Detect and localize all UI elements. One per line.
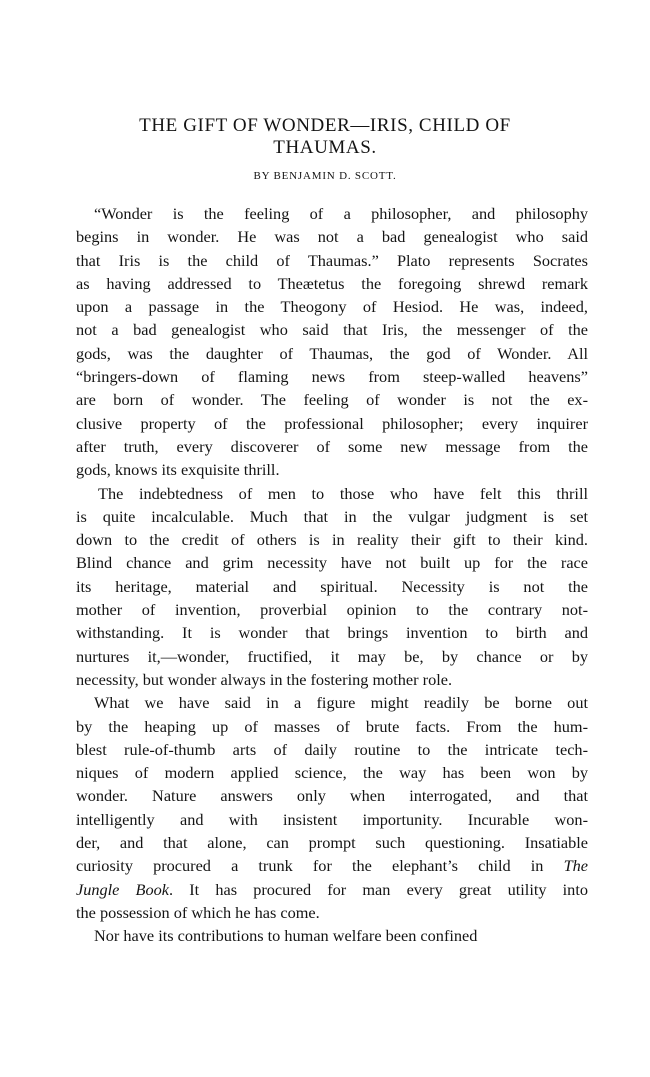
paragraph-1 — [76, 202, 588, 482]
paragraph-line: der, and that alone, can prompt such questioning. Insatiable — [76, 833, 588, 853]
paragraph-line-text: . It has procured for man every great utility into — [169, 879, 588, 899]
paragraph-line-text: curiosity procured a trunk for the elephant’s child in — [76, 856, 564, 876]
paragraph-line: blest rule-of-thumb arts of daily routine to the intricate tech- — [76, 739, 588, 759]
article-title-line-1: THE GIFT OF WONDER—IRIS, CHILD OF — [139, 115, 511, 136]
paragraph-line: the possession of which he has come. — [76, 902, 320, 922]
paragraph-line: intelligently and with insistent importunity. Incurable won- — [76, 809, 588, 829]
paragraph-line: The indebtedness of men to those who have felt this thrill — [98, 483, 588, 503]
paragraph-line: “Wonder is the feeling of a philosopher, and philosophy — [94, 204, 588, 223]
paragraph-line: clusive property of the professional philosopher; every inquirer — [76, 413, 588, 433]
paragraph-line: after truth, every discoverer of some new message from the — [76, 436, 588, 456]
paragraph-line: Nor have its contributions to human welfare been confined — [94, 926, 478, 946]
paragraph-2 — [76, 482, 588, 692]
paragraph-line: Blind chance and grim necessity have not built up for the race — [76, 553, 588, 573]
paragraph-line: not a bad genealogist who said that Iris, the messenger of the — [76, 320, 588, 340]
paragraph-line: nurtures it,—wonder, fructified, it may be, by chance or by — [76, 646, 588, 666]
paragraph-line: wonder. Nature answers only when interrogated, and that — [76, 786, 588, 806]
paragraph-line: down to the credit of others is in reality their gift to their kind. — [76, 530, 588, 550]
paragraph-line: as having addressed to Theætetus the foregoing shrewd remark — [76, 273, 588, 293]
paragraph-line — [76, 878, 588, 901]
paragraph-line: that Iris is the child of Thaumas.” Plato represents Socrates — [76, 250, 588, 270]
paragraph-line: niques of modern applied science, the way has been won by — [76, 763, 588, 783]
paragraph-line: begins in wonder. He was not a bad genealogist who said — [76, 227, 588, 247]
paragraph-line: upon a passage in the Theogony of Hesiod. He was, indeed, — [76, 297, 588, 317]
italic-title-jungle-book: Jungle Book — [76, 879, 170, 899]
article-byline: BY BENJAMIN D. SCOTT. — [253, 170, 397, 182]
paragraph-line: are born of wonder. The feeling of wonder is not the ex- — [76, 390, 588, 410]
paragraph-line: gods, knows its exquisite thrill. — [76, 460, 280, 480]
paragraph-line: is quite incalculable. Much that in the vulgar judgment is set — [76, 506, 588, 526]
paragraph-line: its heritage, material and spiritual. Necessity is not the — [76, 576, 588, 596]
paragraph-line — [76, 854, 588, 877]
paragraph-line: withstanding. It is wonder that brings invention to birth and — [76, 623, 588, 643]
paragraph-4 — [76, 924, 588, 947]
paragraph-line: necessity, but wonder always in the fostering mother role. — [76, 669, 453, 689]
paragraph-line: by the heaping up of masses of brute facts. From the hum- — [76, 716, 588, 736]
italic-title-the: The — [563, 856, 588, 876]
paragraph-line: mother of invention, proverbial opinion to the contrary not- — [76, 600, 588, 620]
article-body — [76, 202, 588, 948]
article-title-line-2: THAUMAS. — [273, 137, 377, 158]
paragraph-line: What we have said in a figure might readily be borne out — [94, 693, 588, 713]
article-title — [60, 115, 590, 159]
paragraph-line: gods, was the daughter of Thaumas, the god of Wonder. All — [76, 343, 588, 363]
paragraph-line: “bringers-down of flaming news from steep-walled heavens” — [76, 367, 588, 387]
paragraph-3 — [76, 691, 588, 924]
